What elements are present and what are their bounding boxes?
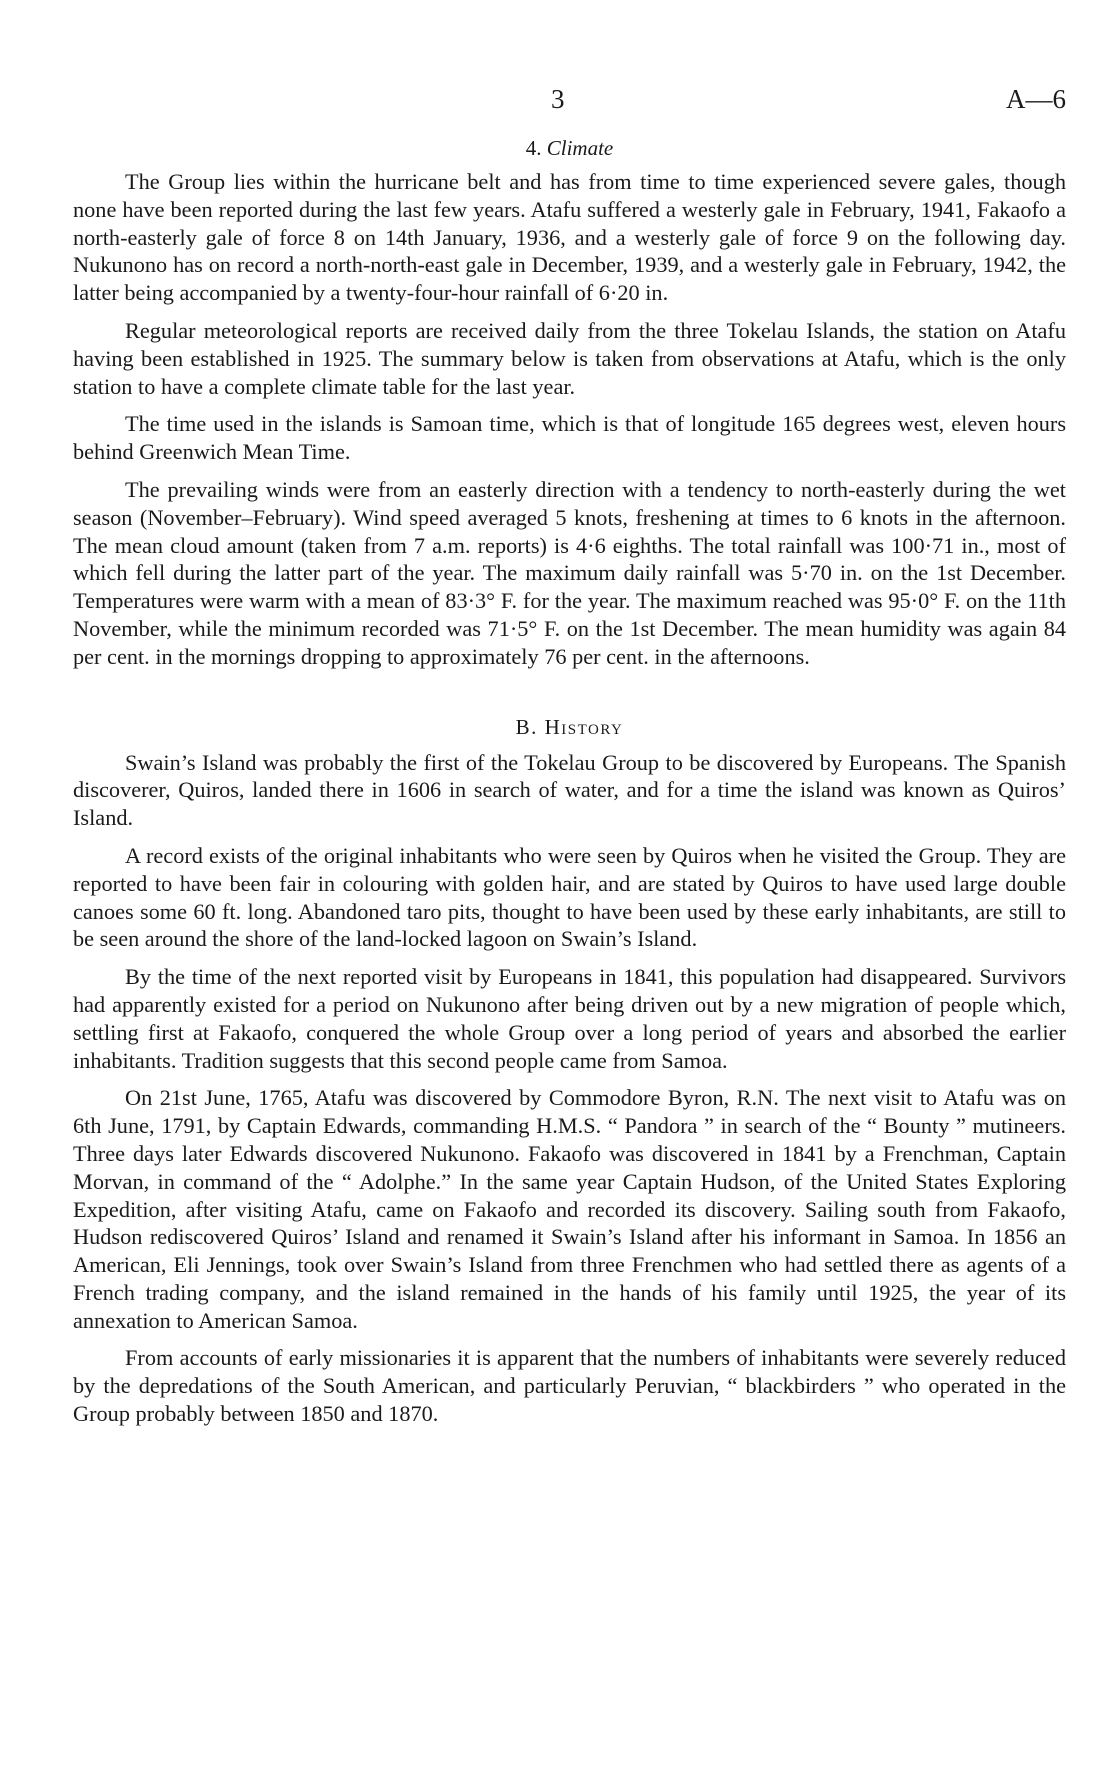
page-number: 3 xyxy=(551,84,565,114)
climate-paragraph: The time used in the islands is Samoan time, which is that of longitude 165 degrees west, eleven hours behind Greenwich Mean Time. xyxy=(73,411,1066,465)
history-paragraph: Swain’s Island was probably the first of the Tokelau Group to be discovered by Europeans. The Spanish discoverer, Quiros, landed there in 1606 in search of water, and for a time the island was known as Quiros’ Island. xyxy=(73,749,1066,831)
history-paragraph: On 21st June, 1765, Atafu was discovered by Commodore Byron, R.N. The next visit to Atafu was on 6th June, 1791, by Captain Edwards, commanding H.M.S. “ Pandora ” in search of the “ Bounty ” mutineers. Three days later Edwards discovered Nukunono. Fakaofo was discovered in 1841 by a Frenchman, Captain Morvan, in command of the “ Adolphe.” In the same year Captain Hudson, of the United States Exploring Expedition, after visiting Atafu, came on Fakaofo and recorded its discovery. Sailing south from Fakaofo, Hudson rediscovered Quiros’ Island and renamed it Swain’s Island after his informant in Samoa. In 1856 an American, Eli Jennings, took over Swain’s Island from three Frenchmen who had settled there as agents of a French trading company, and the island remained in the hands of his family until 1925, the year of its annexation to American Samoa. xyxy=(73,1085,1066,1333)
climate-heading xyxy=(73,134,1066,162)
history-paragraph: From accounts of early missionaries it is apparent that the numbers of inhabitants were severely reduced by the depredations of the South American, and particularly Peruvian, “ blackbirders ” who operated in the Group probably between 1850 and 1870. xyxy=(73,1345,1066,1427)
climate-section xyxy=(73,168,1066,671)
document-page xyxy=(73,84,1066,1438)
climate-heading-title: Climate xyxy=(546,136,614,160)
page-header xyxy=(73,84,1066,134)
climate-paragraph: The prevailing winds were from an easterly direction with a tendency to north-easterly during the wet season (November–February). Wind speed averaged 5 knots, freshening at times to 6 knots in the afternoon. The mean cloud amount (taken from 7 a.m. reports) is 4·6 eighths. The total rainfall was 100·71 in., most of which fell during the latter part of the year. The maximum daily rainfall was 5·70 in. on the 1st December. Temperatures were warm with a mean of 83·3° F. for the year. The maximum reached was 95·0° F. on the 11th November, while the minimum recorded was 71·5° F. on the 1st December. The mean humidity was again 84 per cent. in the mornings dropping to approximately 76 per cent. in the afternoons. xyxy=(73,476,1066,669)
climate-paragraph: Regular meteorological reports are received daily from the three Tokelau Islands, the station on Atafu having been established in 1925. The summary below is taken from observations at Atafu, which is the only station to have a complete climate table for the last year. xyxy=(73,317,1066,399)
climate-paragraph: The Group lies within the hurricane belt and has from time to time experienced severe gales, though none have been reported during the last few years. Atafu suffered a westerly gale in February, 1941, Fakaofo a north-easterly gale of force 8 on 14th January, 1936, and a westerly gale of force 9 on the following day. Nukunono has on record a north-north-east gale in December, 1939, and a westerly gale in February, 1942, the latter being accompanied by a twenty-four-hour rainfall of 6·20 in. xyxy=(73,169,1066,306)
history-paragraph: By the time of the next reported visit by Europeans in 1841, this population had disappeared. Survivors had apparently existed for a period on Nukunono after being driven out by a new migration of people which, settling first at Fakaofo, conquered the whole Group over a long period of years and absorbed the earlier inhabitants. Tradition suggests that this second people came from Samoa. xyxy=(73,964,1066,1073)
history-section xyxy=(73,749,1066,1428)
document-reference: A—6 xyxy=(1006,84,1066,114)
climate-heading-number: 4. xyxy=(525,136,542,160)
history-heading: B. History xyxy=(515,714,624,739)
history-paragraph: A record exists of the original inhabitants who were seen by Quiros when he visited the Group. They are reported to have been fair in colouring with golden hair, and are stated by Quiros to have used large double canoes some 60 ft. long. Abandoned taro pits, thought to have been used by these early inhabitants, are still to be seen around the shore of the land-locked lagoon on Swain’s Island. xyxy=(73,842,1066,952)
